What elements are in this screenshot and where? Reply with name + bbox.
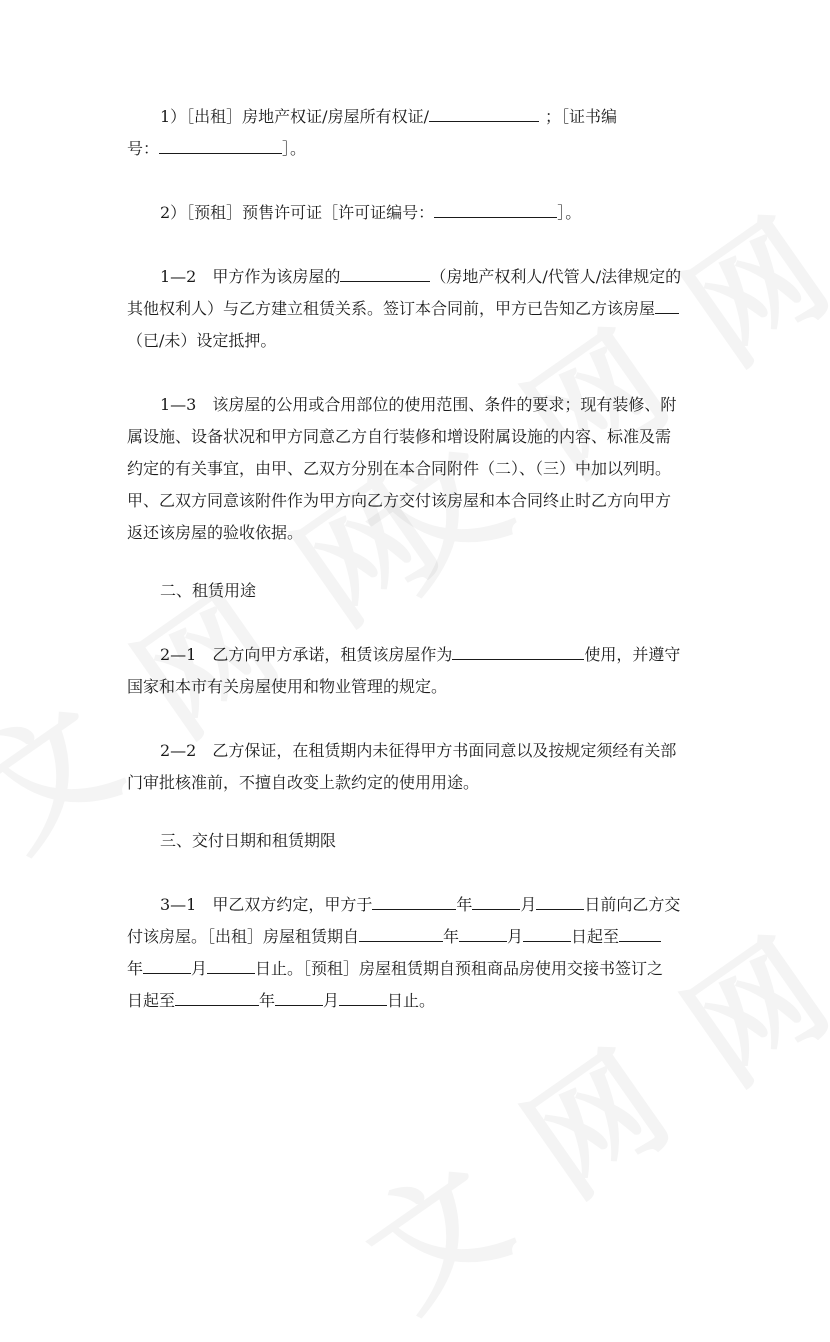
blank-field <box>429 102 539 122</box>
blank-field <box>275 986 323 1006</box>
blank-field <box>372 890 456 910</box>
paragraph-1-2: 1—2 甲方作为该房屋的 （房地产权利人/代管人/法律规定的 其他权利人）与乙方建立租赁关系。签订本合同前，甲方已告知乙方该房屋 （已/未）设定抵押。 <box>127 261 707 357</box>
blank-field <box>619 922 661 942</box>
blank-field <box>536 890 584 910</box>
blank-field <box>655 294 679 314</box>
blank-field <box>459 922 507 942</box>
paragraph-certificate-prerent: 2）［预租］预售许可证［许可证编号： ］。 <box>127 197 707 229</box>
blank-field <box>340 262 430 282</box>
blank-field <box>339 986 387 1006</box>
blank-field <box>143 954 191 974</box>
blank-field <box>523 922 571 942</box>
paragraph-certificate-rent: 1）［出租］房地产权证/房屋所有权证/ ；［证书编 号： ］。 <box>127 101 707 165</box>
blank-field <box>472 890 520 910</box>
section-heading-term: 三、交付日期和租赁期限 <box>160 831 337 850</box>
blank-field <box>207 954 255 974</box>
paragraph-2-2: 2—2 乙方保证，在租赁期内未征得甲方书面同意以及按规定须经有关部 门审批核准前，不擅自改变上款约定的使用用途。 <box>127 741 677 792</box>
section-heading-usage: 二、租赁用途 <box>160 581 257 600</box>
blank-field <box>434 198 557 218</box>
blank-field <box>359 922 443 942</box>
paragraph-2-1: 2—1 乙方向甲方承诺，租赁该房屋作为 使用，并遵守 国家和本市有关房屋使用和物业管理的规定。 <box>127 639 707 703</box>
paragraph-3-1: 3—1 甲乙双方约定，甲方于 年 月 日前向乙方交 付该房屋。［出租］房屋租赁期自 年 月 日起至 年 月 日止。［预租］房屋租赁期自预租商品房使用交接书签订之 日起至 年 月 日止。 <box>127 889 707 1017</box>
blank-field <box>159 134 282 154</box>
blank-field <box>452 640 584 660</box>
blank-field <box>175 986 259 1006</box>
paragraph-1-3: 1—3 该房屋的公用或合用部位的使用范围、条件的要求；现有装修、附 属设施、设备状况和甲方同意乙方自行装修和增设附属设施的内容、标准及需 约定的有关事宜，由甲、乙双方分别在本合同附件（二）、（三）中加以列明。 甲、乙双方同意该附件作为甲方向乙方交付该房屋和本合同终止时乙方向甲方 返还该房屋的验收依据。 <box>127 395 677 542</box>
